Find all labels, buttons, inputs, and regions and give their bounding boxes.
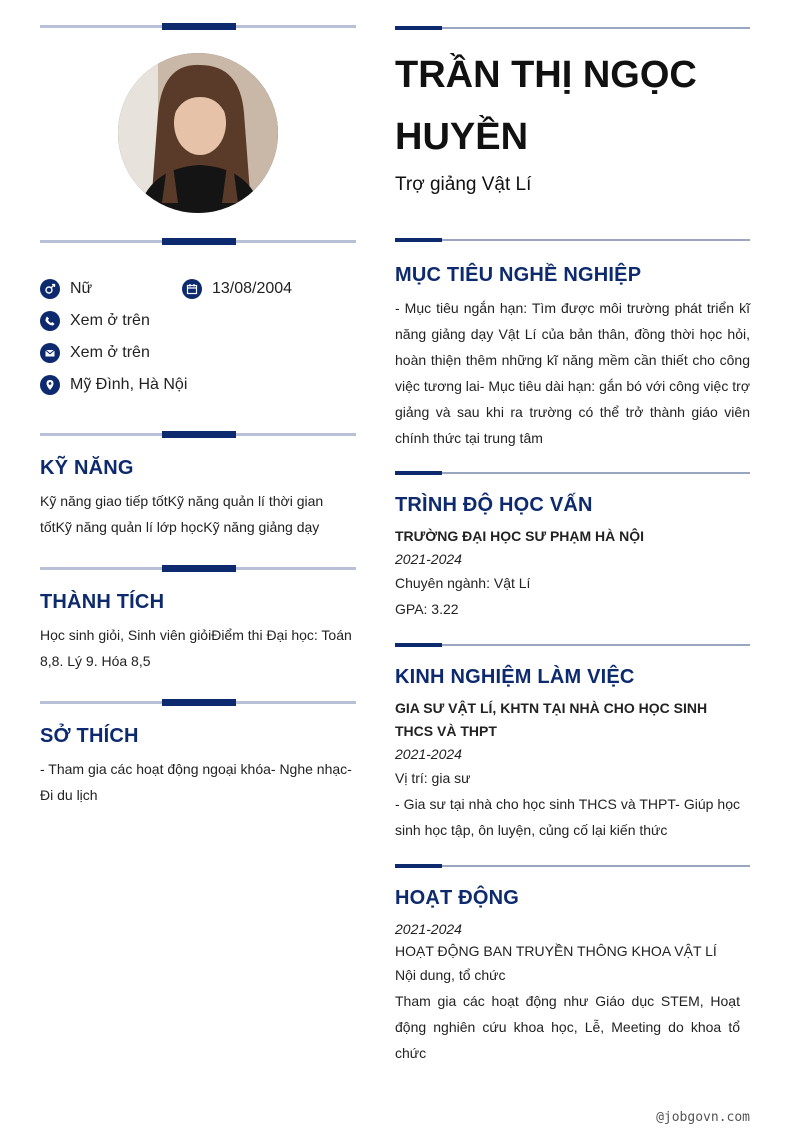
achievements-heading: THÀNH TÍCH bbox=[40, 591, 165, 613]
skills-heading: KỸ NĂNG bbox=[40, 457, 134, 479]
contact-phone bbox=[40, 311, 150, 331]
divider-skills bbox=[40, 433, 356, 436]
experience-position: Vị trí: gia sư bbox=[395, 770, 471, 786]
contact-gender bbox=[40, 279, 92, 299]
contact-email bbox=[40, 343, 150, 363]
experience-period: 2021-2024 bbox=[395, 746, 462, 762]
email-icon bbox=[40, 343, 60, 363]
contact-birthdate bbox=[182, 279, 292, 299]
divider-experience bbox=[395, 644, 750, 646]
education-school: TRƯỜNG ĐẠI HỌC SƯ PHẠM HÀ NỘI bbox=[395, 528, 645, 544]
contact-address bbox=[40, 375, 187, 395]
experience-description: - Gia sư tại nhà cho học sinh THCS và THPT- Giúp học sinh học tập, ôn luyện, củng cố lại kiến thức bbox=[395, 796, 740, 838]
education-gpa: GPA: 3.22 bbox=[395, 601, 459, 617]
education-major: Chuyên ngành: Vật Lí bbox=[395, 575, 531, 591]
objective-heading: MỤC TIÊU NGHỀ NGHIỆP bbox=[395, 264, 642, 286]
divider-top-right bbox=[395, 27, 750, 29]
phone-icon bbox=[40, 311, 60, 331]
location-icon bbox=[40, 375, 60, 395]
gender-value: Nữ bbox=[70, 280, 93, 297]
experience-title: GIA SƯ VẬT LÍ, KHTN TẠI NHÀ CHO HỌC SINH THCS VÀ THPT bbox=[395, 700, 708, 739]
hobbies-text: - Tham gia các hoạt động ngoại khóa- Nghe nhạc- Đi du lịch bbox=[40, 761, 352, 803]
skills-text: Kỹ năng giao tiếp tốtKỹ năng quản lí thời gian tốtKỹ năng quản lí lớp họcKỹ năng giảng dạy bbox=[40, 493, 324, 535]
birthdate-value: 13/08/2004 bbox=[212, 280, 293, 297]
activities-period: 2021-2024 bbox=[395, 921, 462, 937]
footer-watermark: @jobgovn.com bbox=[656, 1110, 750, 1125]
education-period: 2021-2024 bbox=[395, 551, 462, 567]
activities-role: Nội dung, tổ chức bbox=[395, 967, 506, 983]
candidate-name: TRẦN THỊ NGỌC HUYỀN bbox=[395, 54, 697, 158]
divider-hobbies bbox=[40, 701, 356, 704]
candidate-role: Trợ giảng Vật Lí bbox=[395, 174, 532, 195]
gender-icon bbox=[40, 279, 60, 299]
divider-top-left bbox=[40, 25, 356, 28]
experience-heading: KINH NGHIỆM LÀM VIỆC bbox=[395, 666, 635, 688]
address-value: Mỹ Đình, Hà Nội bbox=[70, 376, 188, 393]
divider-activities bbox=[395, 865, 750, 867]
activities-description: Tham gia các hoạt động như Giáo dục STEM, Hoạt động nghiên cứu khoa học, Lễ, Meeting do khoa tổ chức bbox=[395, 993, 740, 1061]
divider-objective bbox=[395, 239, 750, 241]
education-block bbox=[395, 525, 750, 622]
education-heading: TRÌNH ĐỘ HỌC VẤN bbox=[395, 494, 593, 516]
hobbies-heading: SỞ THÍCH bbox=[40, 725, 139, 747]
experience-block bbox=[395, 697, 740, 843]
divider-achievements bbox=[40, 567, 356, 570]
divider-under-avatar bbox=[40, 240, 356, 243]
divider-education bbox=[395, 472, 750, 474]
phone-value[interactable]: Xem ở trên bbox=[70, 312, 150, 329]
calendar-icon bbox=[182, 279, 202, 299]
avatar-portrait-icon bbox=[118, 53, 278, 213]
achievements-text: Học sinh giỏi, Sinh viên giỏiĐiểm thi Đại học: Toán 8,8. Lý 9. Hóa 8,5 bbox=[40, 627, 352, 669]
activities-title: HOẠT ĐỘNG BAN TRUYỀN THÔNG KHOA VẬT LÍ bbox=[395, 943, 717, 959]
activities-block bbox=[395, 918, 740, 1066]
avatar bbox=[118, 53, 278, 213]
activities-heading: HOẠT ĐỘNG bbox=[395, 887, 520, 909]
objective-text: - Mục tiêu ngắn hạn: Tìm được môi trường phát triển kĩ năng giảng dạy Vật Lí của bản thân, đồng thời học hỏi, hoàn thiện thêm những kĩ năng mềm cần thiết cho công việc tương lai- Mục tiêu dài hạn: gắn bó với công việc trợ giảng và sau khi ra trường có thể trở thành giáo viên chính thức tại trung tâm bbox=[395, 300, 750, 446]
email-value[interactable]: Xem ở trên bbox=[70, 344, 150, 361]
